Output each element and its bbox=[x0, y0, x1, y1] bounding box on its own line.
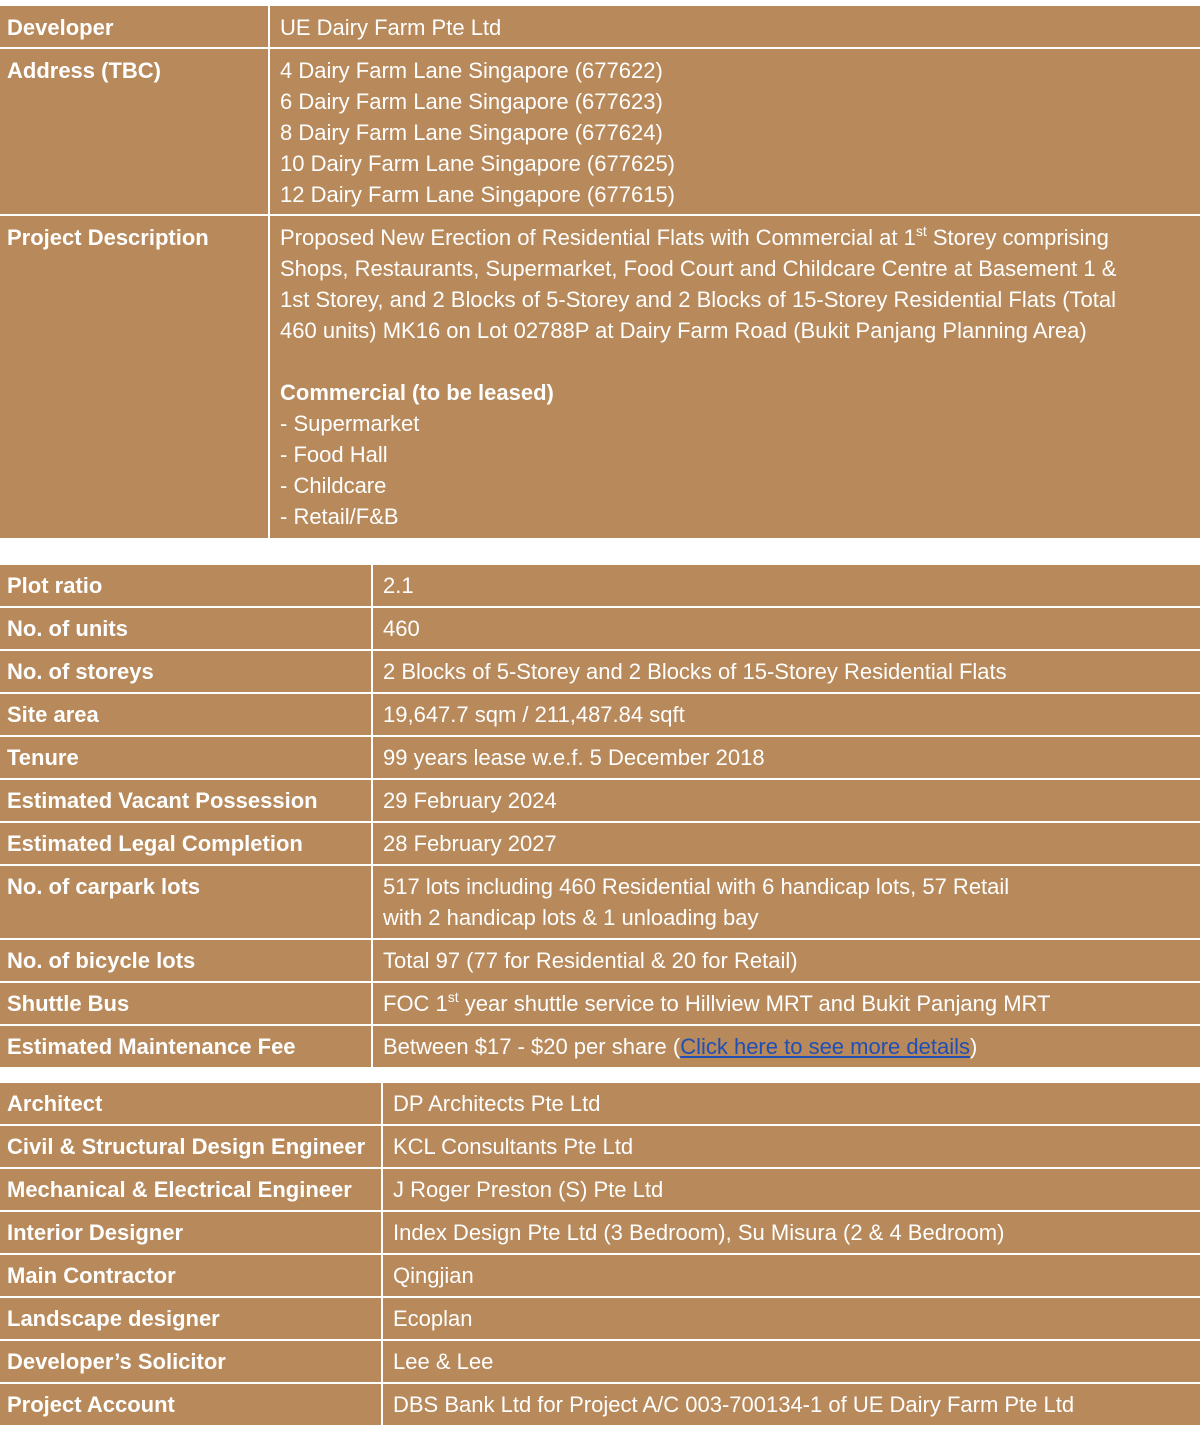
plot-ratio-value: 2.1 bbox=[372, 565, 1200, 607]
table-row-address bbox=[0, 48, 1200, 215]
address-line: 6 Dairy Farm Lane Singapore (677623) bbox=[280, 89, 663, 114]
team-role-label: Civil & Structural Design Engineer bbox=[0, 1125, 382, 1168]
carpark-label: No. of carpark lots bbox=[0, 865, 372, 939]
maintenance-label: Estimated Maintenance Fee bbox=[0, 1025, 372, 1068]
team-role-label: Developer’s Solicitor bbox=[0, 1340, 382, 1383]
commercial-item: - Food Hall bbox=[280, 442, 388, 467]
carpark-line: with 2 handicap lots & 1 unloading bay bbox=[383, 905, 759, 930]
commercial-item: - Childcare bbox=[280, 473, 387, 498]
shuttle-text: year shuttle service to Hillview MRT and Bukit Panjang MRT bbox=[458, 991, 1051, 1016]
vacant-possession-value: 29 February 2024 bbox=[372, 779, 1200, 822]
table-row bbox=[0, 565, 1200, 607]
address-line: 4 Dairy Farm Lane Singapore (677622) bbox=[280, 58, 663, 83]
commercial-item: - Retail/F&B bbox=[280, 504, 399, 529]
commercial-heading: Commercial (to be leased) bbox=[280, 380, 554, 405]
address-value bbox=[269, 48, 1200, 215]
description-label: Project Description bbox=[0, 215, 269, 539]
table-row bbox=[0, 865, 1200, 939]
commercial-item: - Supermarket bbox=[280, 411, 420, 436]
team-role-label: Main Contractor bbox=[0, 1254, 382, 1297]
table-row bbox=[0, 779, 1200, 822]
developer-label: Developer bbox=[0, 6, 269, 48]
address-label: Address (TBC) bbox=[0, 48, 269, 215]
table-row bbox=[0, 607, 1200, 650]
table-row bbox=[0, 1297, 1200, 1340]
team-role-label: Project Account bbox=[0, 1383, 382, 1426]
table-row bbox=[0, 1125, 1200, 1168]
maintenance-details-link[interactable]: Click here to see more details bbox=[680, 1034, 970, 1059]
table-row bbox=[0, 693, 1200, 736]
table-row bbox=[0, 1340, 1200, 1383]
team-role-value: KCL Consultants Pte Ltd bbox=[382, 1125, 1200, 1168]
storeys-label: No. of storeys bbox=[0, 650, 372, 693]
project-overview-table bbox=[0, 6, 1200, 540]
project-team-table bbox=[0, 1083, 1200, 1427]
site-area-value: 19,647.7 sqm / 211,487.84 sqft bbox=[372, 693, 1200, 736]
vacant-possession-label: Estimated Vacant Possession bbox=[0, 779, 372, 822]
description-text: Storey comprising bbox=[926, 225, 1109, 250]
address-line: 10 Dairy Farm Lane Singapore (677625) bbox=[280, 151, 676, 176]
table-row bbox=[0, 939, 1200, 982]
team-role-value: DBS Bank Ltd for Project A/C 003-700134-1 of UE Dairy Farm Pte Ltd bbox=[382, 1383, 1200, 1426]
team-role-label: Architect bbox=[0, 1083, 382, 1125]
site-area-label: Site area bbox=[0, 693, 372, 736]
table-row bbox=[0, 982, 1200, 1025]
description-text: Proposed New Erection of Residential Flats with Commercial at 1 bbox=[280, 225, 916, 250]
legal-completion-value: 28 February 2027 bbox=[372, 822, 1200, 865]
team-role-value: Lee & Lee bbox=[382, 1340, 1200, 1383]
description-line bbox=[280, 222, 1200, 253]
table-row bbox=[0, 1211, 1200, 1254]
description-line: 1st Storey, and 2 Blocks of 5-Storey and 2 Blocks of 15-Storey Residential Flats (Total bbox=[280, 287, 1116, 312]
table-row bbox=[0, 1254, 1200, 1297]
description-value bbox=[269, 215, 1200, 539]
units-value: 460 bbox=[372, 607, 1200, 650]
maintenance-text: ) bbox=[969, 1034, 978, 1059]
table-row-description bbox=[0, 215, 1200, 539]
team-role-value: Ecoplan bbox=[382, 1297, 1200, 1340]
units-label: No. of units bbox=[0, 607, 372, 650]
shuttle-value bbox=[372, 982, 1200, 1025]
maintenance-text: Between $17 - $20 per share ( bbox=[383, 1034, 681, 1059]
tenure-label: Tenure bbox=[0, 736, 372, 779]
team-rows bbox=[0, 1083, 1200, 1426]
shuttle-label: Shuttle Bus bbox=[0, 982, 372, 1025]
project-specs-table bbox=[0, 565, 1200, 1069]
table-row bbox=[0, 1083, 1200, 1125]
description-line: Shops, Restaurants, Supermarket, Food Court and Childcare Centre at Basement 1 & bbox=[280, 256, 1117, 281]
carpark-value bbox=[372, 865, 1200, 939]
team-role-value: DP Architects Pte Ltd bbox=[382, 1083, 1200, 1125]
table-row bbox=[0, 1383, 1200, 1426]
team-role-label: Interior Designer bbox=[0, 1211, 382, 1254]
carpark-line: 517 lots including 460 Residential with 6 handicap lots, 57 Retail bbox=[383, 874, 1010, 899]
table-row bbox=[0, 1025, 1200, 1068]
table-row-developer bbox=[0, 6, 1200, 48]
description-line: 460 units) MK16 on Lot 02788P at Dairy Farm Road (Bukit Panjang Planning Area) bbox=[280, 318, 1087, 343]
tenure-value: 99 years lease w.e.f. 5 December 2018 bbox=[372, 736, 1200, 779]
address-line: 8 Dairy Farm Lane Singapore (677624) bbox=[280, 120, 663, 145]
spacer bbox=[280, 346, 1200, 377]
team-role-label: Mechanical & Electrical Engineer bbox=[0, 1168, 382, 1211]
team-role-value: Qingjian bbox=[382, 1254, 1200, 1297]
storeys-value: 2 Blocks of 5-Storey and 2 Blocks of 15-Storey Residential Flats bbox=[372, 650, 1200, 693]
developer-value: UE Dairy Farm Pte Ltd bbox=[269, 6, 1200, 48]
table-row bbox=[0, 736, 1200, 779]
superscript-st: st bbox=[447, 989, 459, 1005]
maintenance-value bbox=[372, 1025, 1200, 1068]
bicycle-label: No. of bicycle lots bbox=[0, 939, 372, 982]
team-role-value: Index Design Pte Ltd (3 Bedroom), Su Misura (2 & 4 Bedroom) bbox=[382, 1211, 1200, 1254]
superscript-st: st bbox=[915, 223, 927, 239]
legal-completion-label: Estimated Legal Completion bbox=[0, 822, 372, 865]
table-row bbox=[0, 650, 1200, 693]
plot-ratio-label: Plot ratio bbox=[0, 565, 372, 607]
bicycle-value: Total 97 (77 for Residential & 20 for Retail) bbox=[372, 939, 1200, 982]
table-row bbox=[0, 1168, 1200, 1211]
team-role-label: Landscape designer bbox=[0, 1297, 382, 1340]
table-row bbox=[0, 822, 1200, 865]
team-role-value: J Roger Preston (S) Pte Ltd bbox=[382, 1168, 1200, 1211]
address-line: 12 Dairy Farm Lane Singapore (677615) bbox=[280, 182, 676, 207]
shuttle-text: FOC 1 bbox=[383, 991, 448, 1016]
